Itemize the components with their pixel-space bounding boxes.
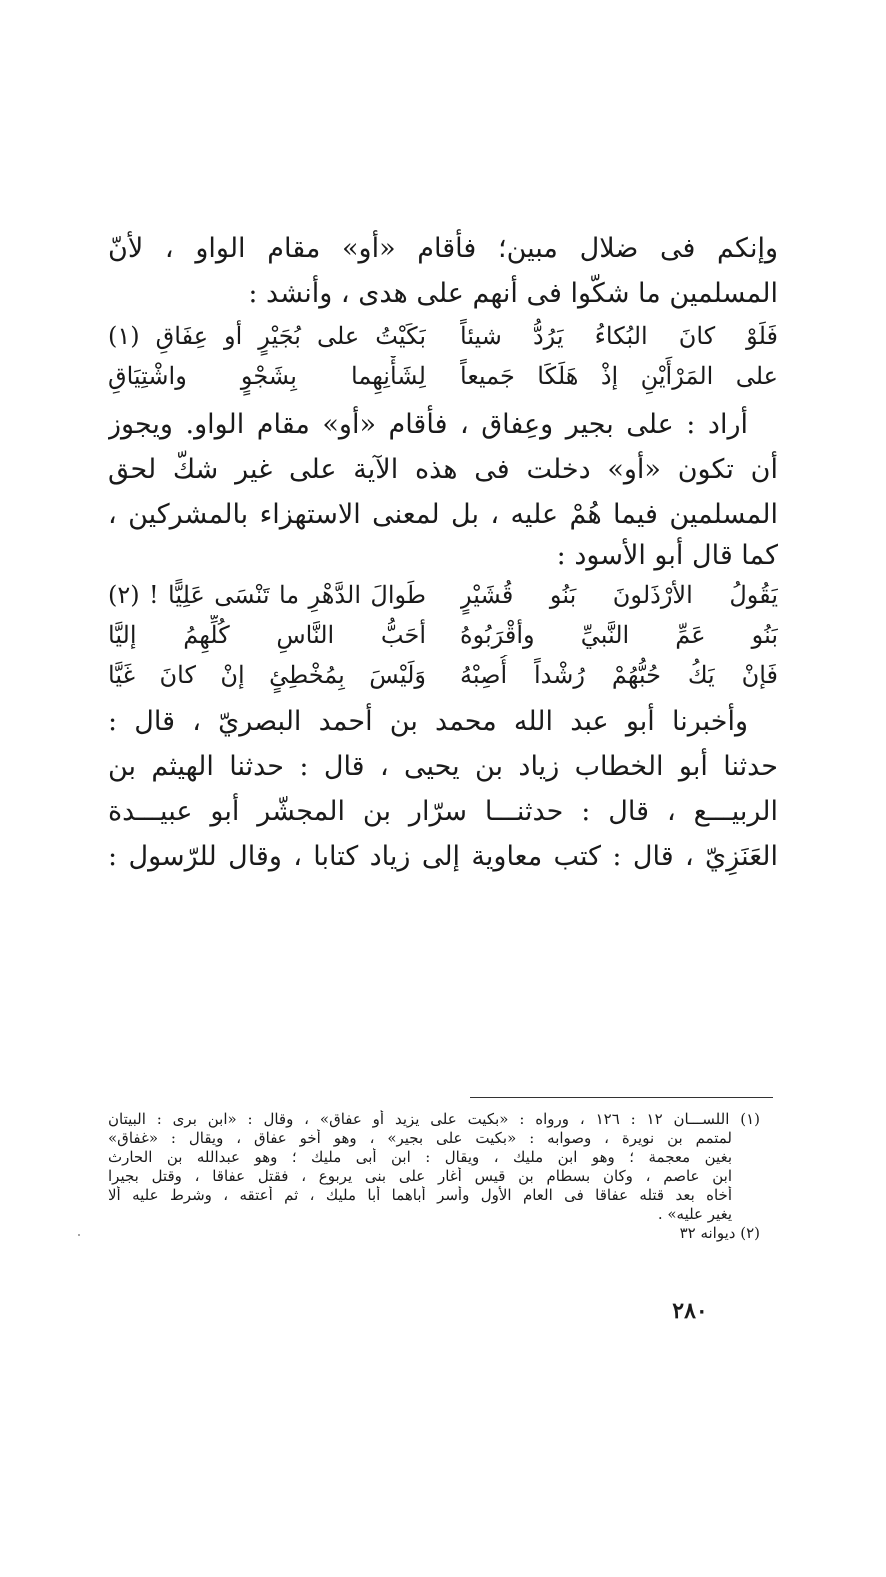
prose-line: الربيـــع ، قال : حدثنـــا سرّار بن المجشّر أبو عبيـــدة bbox=[108, 796, 778, 827]
verse-hemistich-first: فَإنْ يَكُ حُبُّهُمْ رُشْداً أُصِبْهُ bbox=[460, 661, 778, 689]
footnote-line: لمتمم بن نويرة ، وصوابه : «بكيت على بجير» ، وهو أخو عفاق ، ويقال : «غفاق» bbox=[108, 1129, 732, 1147]
footnotes bbox=[108, 1110, 760, 1243]
footnote-line: يغير عليه» . bbox=[657, 1205, 732, 1223]
prose-line: العَنَزِيّ ، قال : كتب معاوية إلى زياد كتابا ، وقال للرّسول : bbox=[108, 841, 778, 872]
footnote-line: ابن عاصم ، وكان بسطام بن قيس أغار على بنى يربوع ، فقتل عفاقا ، وقتل بجيرا bbox=[108, 1167, 732, 1185]
verse-hemistich-first: فَلَوْ كانَ البُكاءُ يَرُدُّ شيئاً bbox=[460, 322, 778, 350]
verse-hemistich-second: أحَبُّ النَّاسِ كُلِّهِمُ إليَّا bbox=[108, 621, 426, 649]
prose-line: المسلمين ما شكّوا فى أنهم على هدى ، وأنشد : bbox=[248, 278, 778, 309]
footnote-separator bbox=[470, 1097, 773, 1098]
verse-hemistich-second: بَكَيْتُ على بُجَيْرٍ أو عِفَاقِ (١) bbox=[108, 322, 426, 350]
verse-line bbox=[108, 615, 778, 655]
verse-hemistich-first: يَقُولُ الأرْذَلونَ بَنُو قُشَيْرٍ bbox=[460, 581, 778, 609]
verse-hemistich-second: لِشَأْنِهِما بِشَجْوٍ واشْتِيَاقِ bbox=[108, 362, 426, 390]
verse-line bbox=[108, 575, 778, 615]
prose-line: المسلمين فيما هُمْ عليه ، بل لمعنى الاستهزاء بالمشركين ، bbox=[108, 499, 778, 530]
scan-speck bbox=[78, 1234, 80, 1236]
footnote-line: بغين معجمة ؛ وهو ابن مليك ، ويقال : ابن أبى مليك ؛ وهو عبدالله بن الحارث bbox=[108, 1148, 732, 1166]
verse-hemistich-first: بَنُو عَمِّ النَّبيِّ وأقْرَبُوهُ bbox=[460, 621, 778, 649]
verse-hemistich-first: على المَرْأَيْنِ إذْ هَلَكَا جَميعاً bbox=[460, 362, 778, 390]
footnote-line: أخاه بعد قتله عفاقا فى العام الأول وأسر أباهما أبا مليك ، ثم أعتقه ، وشرط عليه ألا bbox=[108, 1186, 732, 1204]
page-body bbox=[108, 226, 778, 879]
verse-line bbox=[108, 316, 778, 356]
footnote-line: (٢) ديوانه ٣٢ bbox=[679, 1224, 760, 1242]
verse-hemistich-second: طَوالَ الدَّهْرِ ما تَنْسَى عَلِيًّا ! (٢) bbox=[108, 581, 426, 609]
prose-line: كما قال أبو الأسود : bbox=[556, 540, 778, 571]
verse-hemistich-second: وَلَيْسَ بِمُخْطِئٍ إنْ كانَ غَيَّا bbox=[108, 661, 426, 689]
prose-line: وأخبرنا أبو عبد الله محمد بن أحمد البصريّ ، قال : bbox=[108, 706, 748, 737]
prose-line: وإنكم فى ضلال مبين؛ فأقام «أو» مقام الواو ، لأنّ bbox=[108, 233, 778, 264]
prose-line: أراد : على بجير وعِفاق ، فأقام «أو» مقام الواو. ويجوز bbox=[108, 409, 748, 440]
verse-line bbox=[108, 356, 778, 396]
verse-line bbox=[108, 655, 778, 695]
page-number: ٢٨٠ bbox=[672, 1298, 708, 1324]
prose-line: أن تكون «أو» دخلت فى هذه الآية على غير شكّ لحق bbox=[108, 454, 778, 485]
footnote-line: (١) اللســـان ١٢ : ١٢٦ ، ورواه : «بكيت على يزيد أو عفاق» ، وقال : «ابن برى : البيتان bbox=[108, 1110, 760, 1128]
prose-line: حدثنا أبو الخطاب زياد بن يحيى ، قال : حدثنا الهيثم بن bbox=[108, 751, 778, 782]
